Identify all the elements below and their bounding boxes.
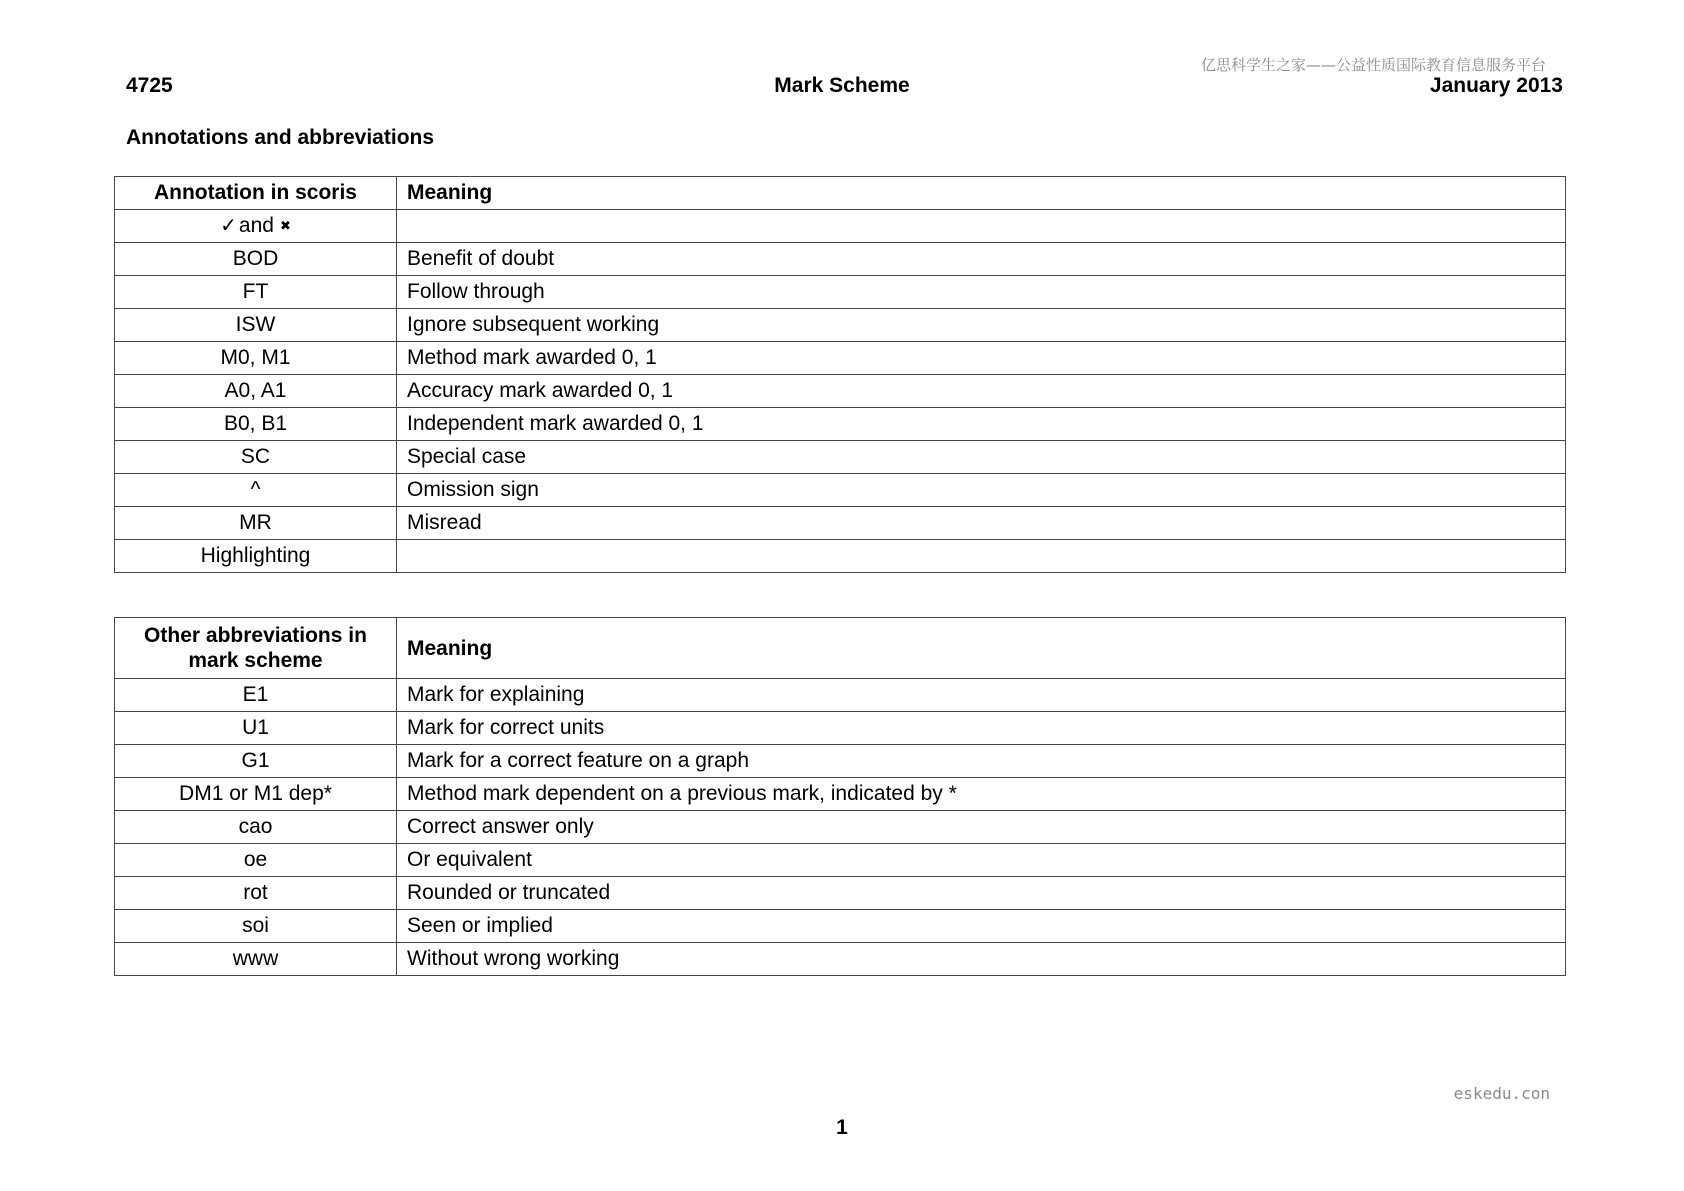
table-row	[115, 243, 1566, 276]
code-cell: SC	[115, 441, 397, 474]
exam-date: January 2013	[1429, 74, 1563, 97]
meaning-cell: Method mark awarded 0, 1	[397, 342, 1566, 375]
table-row	[115, 408, 1566, 441]
table-row	[115, 877, 1566, 910]
annotation-connector: and	[238, 214, 274, 237]
code-cell: M0, M1	[115, 342, 397, 375]
code-cell: G1	[115, 745, 397, 778]
table-row	[115, 910, 1566, 943]
annotation-meaning-cell	[397, 210, 1566, 243]
watermark-top-text: 亿思科学生之家——公益性质国际教育信息服务平台	[1200, 56, 1546, 74]
table-row	[115, 375, 1566, 408]
meaning-cell: Mark for correct units	[397, 712, 1566, 745]
code-cell: rot	[115, 877, 397, 910]
code-cell: soi	[115, 910, 397, 943]
table-row	[115, 441, 1566, 474]
code-cell: Highlighting	[115, 540, 397, 573]
column-header-annotation: Annotation in scoris	[115, 177, 397, 210]
watermark-bottom-text: eskedu.con	[1453, 1084, 1550, 1103]
table-row	[115, 811, 1566, 844]
meaning-cell: Seen or implied	[397, 910, 1566, 943]
meaning-cell: Correct answer only	[397, 811, 1566, 844]
abbreviations-table	[114, 617, 1566, 976]
meaning-cell: Accuracy mark awarded 0, 1	[397, 375, 1566, 408]
code-cell: cao	[115, 811, 397, 844]
meaning-cell: Follow through	[397, 276, 1566, 309]
meaning-cell	[397, 540, 1566, 573]
code-cell: DM1 or M1 dep*	[115, 778, 397, 811]
code-cell: www	[115, 943, 397, 976]
code-cell: FT	[115, 276, 397, 309]
meaning-cell: Benefit of doubt	[397, 243, 1566, 276]
document-title: Mark Scheme	[774, 74, 910, 97]
code-cell: U1	[115, 712, 397, 745]
code-cell: MR	[115, 507, 397, 540]
column-header-meaning: Meaning	[397, 618, 1566, 679]
column-header-meaning: Meaning	[397, 177, 1566, 210]
table-row	[115, 309, 1566, 342]
meaning-cell: Without wrong working	[397, 943, 1566, 976]
table-row	[115, 210, 1566, 243]
code-cell: A0, A1	[115, 375, 397, 408]
section-title: Annotations and abbreviations	[126, 126, 435, 149]
code-cell: BOD	[115, 243, 397, 276]
table-row	[115, 778, 1566, 811]
table-row	[115, 276, 1566, 309]
table-row	[115, 507, 1566, 540]
meaning-cell: Independent mark awarded 0, 1	[397, 408, 1566, 441]
table-row	[115, 342, 1566, 375]
meaning-cell: Omission sign	[397, 474, 1566, 507]
table-header-row	[115, 177, 1566, 210]
column-header-abbreviation: Other abbreviations in mark scheme	[115, 618, 397, 679]
code-cell: oe	[115, 844, 397, 877]
code-cell: ^	[115, 474, 397, 507]
cross-icon: ✖	[279, 219, 291, 234]
table-row	[115, 943, 1566, 976]
meaning-cell: Special case	[397, 441, 1566, 474]
table-row	[115, 679, 1566, 712]
table-row	[115, 745, 1566, 778]
meaning-cell: Method mark dependent on a previous mark, indicated by *	[397, 778, 1566, 811]
meaning-cell: Ignore subsequent working	[397, 309, 1566, 342]
meaning-cell: Mark for a correct feature on a graph	[397, 745, 1566, 778]
tick-icon: ✓	[220, 213, 237, 237]
table-row	[115, 844, 1566, 877]
meaning-cell: Misread	[397, 507, 1566, 540]
code-cell: B0, B1	[115, 408, 397, 441]
code-cell: ISW	[115, 309, 397, 342]
page-number: 1	[836, 1116, 848, 1139]
table-header-row	[115, 618, 1566, 679]
annotations-table	[114, 176, 1566, 573]
meaning-cell: Rounded or truncated	[397, 877, 1566, 910]
table-row	[115, 540, 1566, 573]
paper-code: 4725	[126, 74, 173, 97]
meaning-cell: Or equivalent	[397, 844, 1566, 877]
table-row	[115, 474, 1566, 507]
annotation-code-cell	[115, 210, 397, 243]
code-cell: E1	[115, 679, 397, 712]
table-row	[115, 712, 1566, 745]
meaning-cell: Mark for explaining	[397, 679, 1566, 712]
